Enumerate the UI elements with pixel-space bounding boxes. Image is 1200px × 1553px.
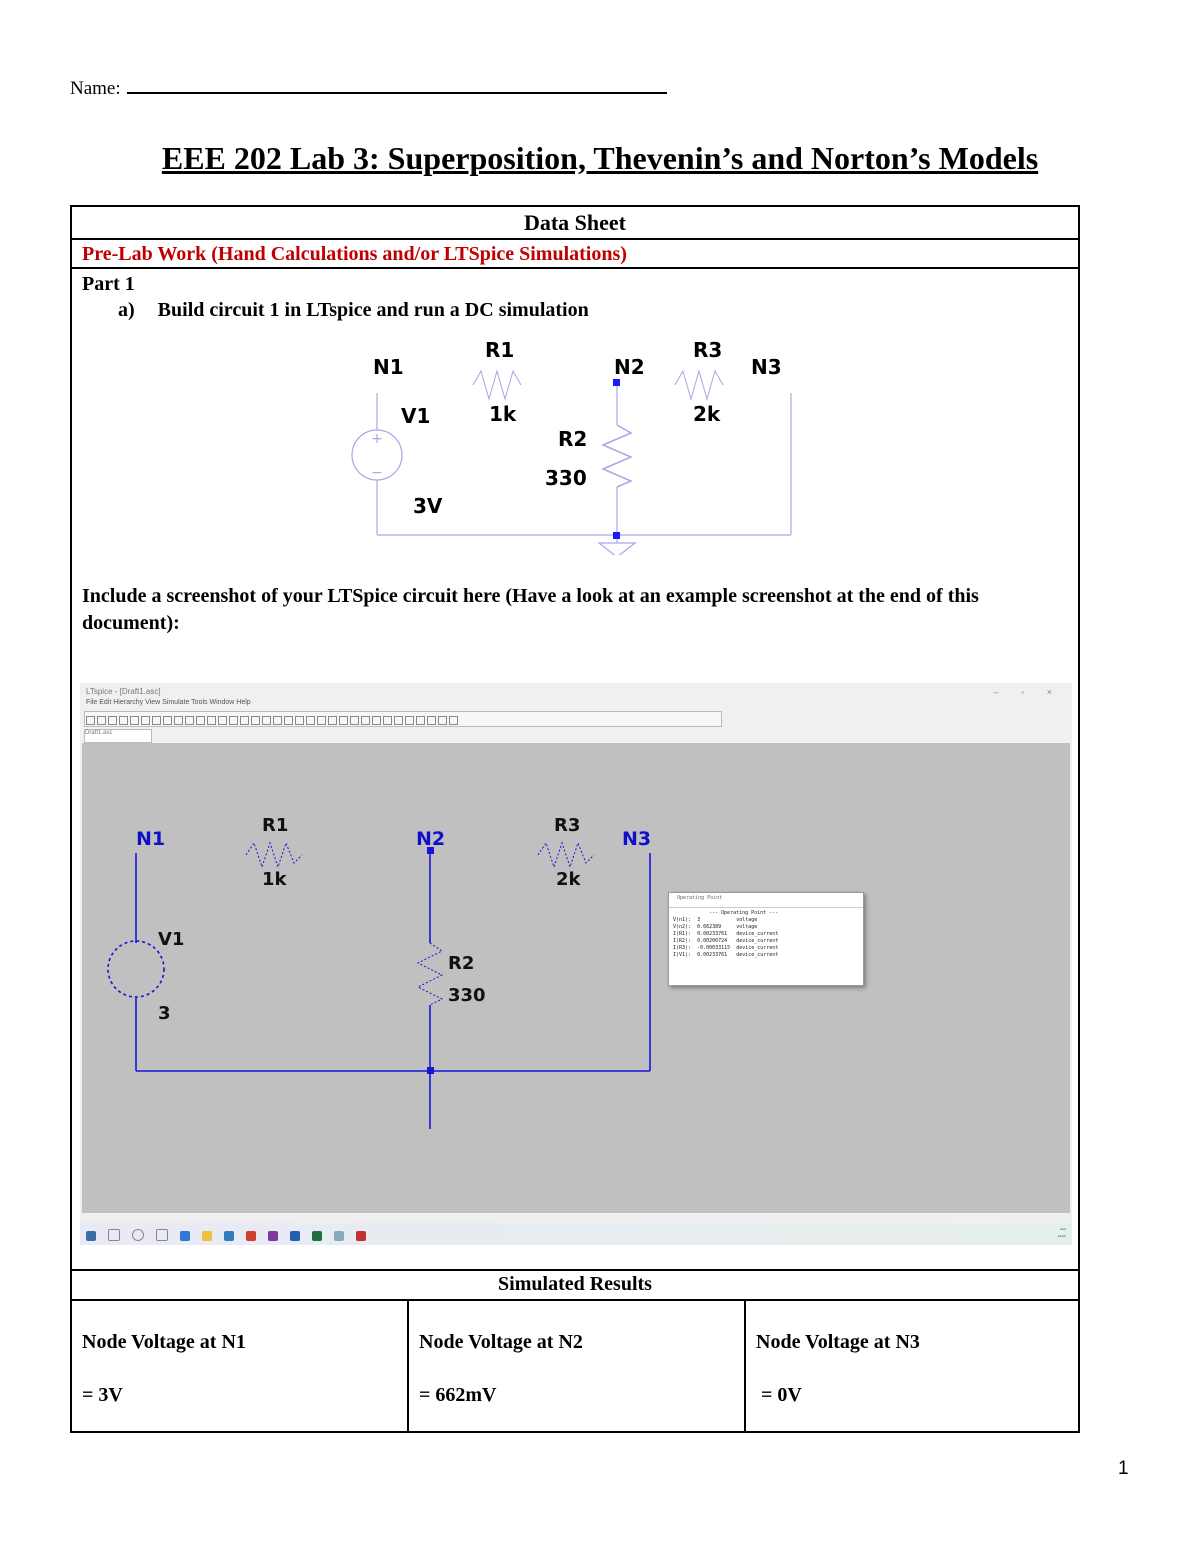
start-icon: [86, 1231, 96, 1241]
new-file-icon: [86, 716, 95, 725]
resistor-r2-zigzag: [418, 943, 442, 1005]
resistor-icon: [317, 716, 326, 725]
table-cell: V(n2):: [673, 924, 692, 930]
settings-icon: [119, 716, 128, 725]
taskbar: [80, 1223, 1072, 1245]
table-row: [673, 952, 784, 959]
close-window-icon: [218, 716, 227, 725]
node-junction: [427, 1067, 434, 1074]
table-row: [673, 917, 784, 924]
redo-icon: [405, 716, 414, 725]
ltspice-icon: [356, 1231, 366, 1241]
prelab-heading: Pre-Lab Work (Hand Calculations and/or LTSpice Simulations): [82, 243, 627, 265]
table-cell: 3: [697, 917, 701, 923]
page-number: 1: [1118, 1458, 1129, 1479]
window-controls: – ▫ ×: [993, 687, 1062, 697]
r3-value: 2k: [693, 402, 721, 426]
table-row: [673, 924, 784, 931]
cascade-icon: [207, 716, 216, 725]
table-cell: -0.00033115: [697, 945, 731, 951]
cortana-icon: [132, 1229, 144, 1241]
toolbar: [84, 711, 722, 727]
divider: [72, 267, 1078, 269]
node-label-n2: N2: [416, 828, 446, 850]
result-value: = 662mV: [419, 1384, 497, 1406]
r2-name: R2: [558, 427, 588, 451]
r2-value: 330: [545, 466, 587, 490]
name-field: [70, 74, 667, 100]
ground-symbol: [599, 543, 635, 555]
v1-value: 3: [158, 1003, 171, 1024]
r1-name: R1: [262, 815, 289, 836]
r1-value: 1k: [489, 402, 517, 426]
divider: [72, 1269, 1078, 1271]
zoom-fit-icon: [185, 716, 194, 725]
operating-point-table: [673, 917, 784, 959]
table-cell: voltage: [736, 924, 758, 930]
edge-icon: [180, 1231, 190, 1241]
node-junction: [613, 379, 620, 386]
resistor-r1-zigzag: [473, 371, 521, 399]
node-label-n1: N1: [373, 355, 404, 379]
operating-point-window: [668, 892, 864, 986]
text-icon: [438, 716, 447, 725]
table-row: [673, 938, 784, 945]
table-cell: 0.662389: [697, 924, 722, 930]
resistor-r3-zigzag: [675, 371, 723, 399]
name-label: Name:: [70, 78, 121, 99]
table-row: [673, 931, 784, 938]
find-icon: [262, 716, 271, 725]
data-sheet-table: [70, 205, 1080, 1433]
word-icon: [290, 1231, 300, 1241]
open-file-icon: [97, 716, 106, 725]
table-cell: I(R2):: [673, 938, 692, 944]
table-cell: 0.00200724: [697, 938, 728, 944]
screenshot-instruction: Include a screenshot of your LTSpice circuit here (Have a look at an example screenshot at the end of this document):: [82, 585, 979, 634]
operating-point-header: --- Operating Point ---: [709, 910, 779, 916]
minus-sign: −: [371, 465, 383, 481]
r3-name: R3: [693, 338, 723, 362]
mirror-icon: [427, 716, 436, 725]
diode-icon: [350, 716, 359, 725]
resistor-r1-zigzag: [246, 843, 302, 867]
result-value: = 3V: [82, 1384, 123, 1406]
label-net-icon: [306, 716, 315, 725]
file-explorer-icon: [202, 1231, 212, 1241]
voltage-source-v1: [108, 941, 164, 997]
r3-value: 2k: [556, 869, 581, 890]
component-icon: [361, 716, 370, 725]
cut-icon: [229, 716, 238, 725]
ltspice-schematic: [82, 743, 1070, 1213]
node-label-n1: N1: [136, 828, 166, 850]
step-label: a): [118, 299, 135, 321]
ground-icon: [295, 716, 304, 725]
operating-point-title: Operating Point: [669, 893, 863, 908]
chrome-icon: [246, 1231, 256, 1241]
app-icon: [334, 1231, 344, 1241]
drag-icon: [383, 716, 392, 725]
result-cell-n1: [72, 1301, 409, 1433]
table-cell: 0.00233761: [697, 952, 728, 958]
move-icon: [372, 716, 381, 725]
resistor-r2-zigzag: [603, 425, 631, 487]
table-row: [673, 945, 784, 952]
page-title: EEE 202 Lab 3: Superposition, Thevenin’s and Norton’s Models: [161, 140, 1039, 176]
table-cell: I(V1):: [673, 952, 692, 958]
menu-bar: File Edit Hierarchy View Simulate Tools Window Help: [86, 699, 251, 706]
store-icon: [224, 1231, 234, 1241]
part-heading: Part 1: [82, 273, 135, 295]
result-label: Node Voltage at N2: [419, 1331, 583, 1353]
app-icon: [268, 1231, 278, 1241]
table-cell: V(n1):: [673, 917, 692, 923]
r2-name: R2: [448, 953, 475, 974]
save-icon: [108, 716, 117, 725]
wire-icon: [284, 716, 293, 725]
inductor-icon: [339, 716, 348, 725]
step-a: [118, 299, 589, 322]
node-label-n3: N3: [751, 355, 782, 379]
search-icon: [108, 1229, 120, 1241]
run-icon: [130, 716, 139, 725]
r1-name: R1: [485, 338, 515, 362]
r3-name: R3: [554, 815, 581, 836]
pan-icon: [163, 716, 172, 725]
table-cell: 0.00233761: [697, 931, 728, 937]
table-cell: I(R3):: [673, 945, 692, 951]
window-title: LTspice - [Draft1.asc]: [86, 687, 161, 696]
table-cell: device_current: [736, 952, 779, 958]
table-cell: device_current: [736, 945, 779, 951]
plus-sign: +: [371, 431, 383, 447]
task-view-icon: [156, 1229, 168, 1241]
zoom-out-icon: [174, 716, 183, 725]
v1-name: V1: [401, 404, 431, 428]
undo-icon: [394, 716, 403, 725]
v1-name: V1: [158, 929, 185, 950]
rotate-icon: [416, 716, 425, 725]
name-blank-line: [127, 74, 667, 94]
divider: [72, 238, 1078, 240]
print-icon: [273, 716, 282, 725]
table-cell: voltage: [736, 917, 758, 923]
schematic-canvas: [82, 743, 1070, 1213]
r1-value: 1k: [262, 869, 287, 890]
tab-draft1: Draft1.asc: [84, 729, 152, 743]
node-label-n3: N3: [622, 828, 652, 850]
circuit-1-schematic: [327, 335, 837, 555]
node-junction: [613, 532, 620, 539]
tile-icon: [196, 716, 205, 725]
capacitor-icon: [328, 716, 337, 725]
step-text: Build circuit 1 in LTspice and run a DC simulation: [157, 299, 589, 321]
result-cell-n2: [409, 1301, 746, 1433]
system-tray-clock: ▪▪▪ ▪▪▪▪: [1057, 1227, 1066, 1240]
data-sheet-heading: Data Sheet: [523, 210, 627, 235]
table-cell: device_current: [736, 938, 779, 944]
excel-icon: [312, 1231, 322, 1241]
resistor-r3-zigzag: [538, 843, 594, 867]
results-heading: Simulated Results: [498, 1273, 652, 1295]
result-label: Node Voltage at N3: [756, 1331, 920, 1353]
r2-value: 330: [448, 985, 486, 1006]
result-label: Node Voltage at N1: [82, 1331, 246, 1353]
result-cell-n3: [746, 1301, 1078, 1433]
halt-icon: [141, 716, 150, 725]
zoom-in-icon: [152, 716, 161, 725]
table-cell: I(R1):: [673, 931, 692, 937]
node-label-n2: N2: [614, 355, 645, 379]
v1-value: 3V: [413, 494, 443, 518]
copy-icon: [240, 716, 249, 725]
paste-icon: [251, 716, 260, 725]
spice-directive-icon: [449, 716, 458, 725]
result-value: = 0V: [756, 1384, 802, 1406]
table-cell: device_current: [736, 931, 779, 937]
ltspice-screenshot: [80, 683, 1072, 1245]
